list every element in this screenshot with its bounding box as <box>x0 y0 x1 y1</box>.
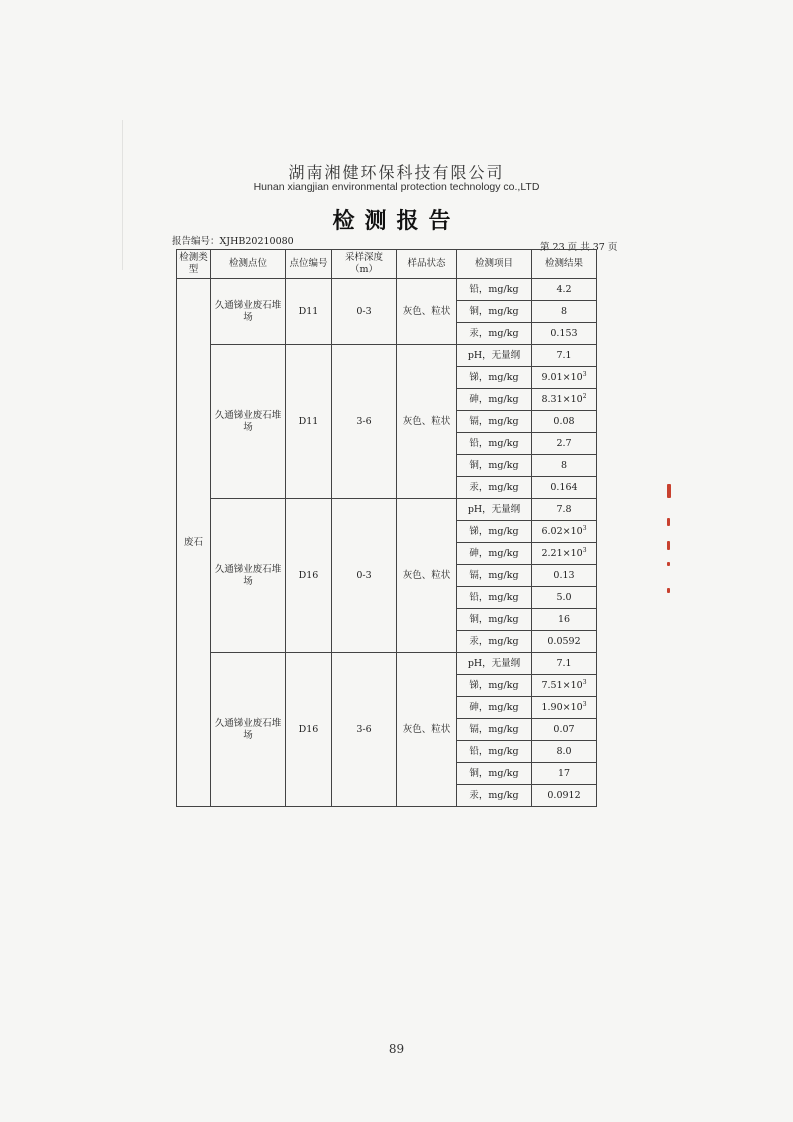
category-cell: 废石 <box>177 279 211 807</box>
result-cell: 4.2 <box>532 279 597 301</box>
result-cell: 0.164 <box>532 477 597 499</box>
state-cell: 灰色、粒状 <box>397 499 457 653</box>
code-cell: D11 <box>286 279 332 345</box>
item-cell: 铅，mg/kg <box>457 433 532 455</box>
result-cell: 0.07 <box>532 719 597 741</box>
table-row <box>177 653 597 675</box>
seal-fragment <box>667 541 670 550</box>
header-depth <box>332 250 397 279</box>
result-cell <box>532 675 597 697</box>
result-mantissa: 9.01×10 <box>541 371 583 383</box>
point-cell: 久通锑业废石堆场 <box>211 499 286 653</box>
item-cell: 汞，mg/kg <box>457 477 532 499</box>
header-depth-line1: 采样深度 <box>344 252 383 264</box>
item-cell: 铅，mg/kg <box>457 587 532 609</box>
report-title: 检测报告 <box>332 209 461 234</box>
test-results-table <box>176 249 597 807</box>
company-name-cn: 湖南湘健环保科技有限公司 <box>288 163 505 182</box>
result-cell: 8 <box>532 455 597 477</box>
item-cell: 镉，mg/kg <box>457 719 532 741</box>
result-cell: 7.1 <box>532 653 597 675</box>
item-cell: 铜，mg/kg <box>457 609 532 631</box>
result-exponent: 3 <box>582 678 587 686</box>
depth-cell: 0-3 <box>332 279 397 345</box>
report-number-value: XJHB20210080 <box>219 236 294 247</box>
result-cell: 8 <box>532 301 597 323</box>
result-cell: 0.13 <box>532 565 597 587</box>
result-cell: 7.8 <box>532 499 597 521</box>
item-cell: 铜，mg/kg <box>457 455 532 477</box>
item-cell: pH，无量纲 <box>457 499 532 521</box>
result-cell <box>532 389 597 411</box>
table-row <box>177 499 597 521</box>
item-cell: 锑，mg/kg <box>457 521 532 543</box>
item-cell: 砷，mg/kg <box>457 389 532 411</box>
result-mantissa: 1.90×10 <box>541 701 583 713</box>
state-cell: 灰色、粒状 <box>397 653 457 807</box>
depth-cell: 3-6 <box>332 653 397 807</box>
company-name-en: Hunan xiangjian environmental protection technology co.,LTD <box>253 181 540 193</box>
table-row <box>177 345 597 367</box>
item-cell: 铜，mg/kg <box>457 763 532 785</box>
item-cell: 铅，mg/kg <box>457 741 532 763</box>
result-exponent: 3 <box>582 524 587 532</box>
page-suffix: 页 <box>607 242 618 253</box>
result-exponent: 3 <box>582 370 587 378</box>
result-mantissa: 7.51×10 <box>541 679 583 691</box>
result-cell: 17 <box>532 763 597 785</box>
item-cell: 镉，mg/kg <box>457 565 532 587</box>
result-mantissa: 2.21×10 <box>541 547 583 559</box>
result-mantissa: 8.31×10 <box>541 393 583 405</box>
result-cell <box>532 543 597 565</box>
depth-cell: 3-6 <box>332 345 397 499</box>
item-cell: 锑，mg/kg <box>457 367 532 389</box>
result-cell: 16 <box>532 609 597 631</box>
page-current: 23 <box>552 242 565 253</box>
report-number <box>172 233 294 247</box>
page-total: 37 <box>592 242 605 253</box>
item-cell: pH，无量纲 <box>457 653 532 675</box>
item-cell: 砷，mg/kg <box>457 697 532 719</box>
item-cell: 砷，mg/kg <box>457 543 532 565</box>
state-cell: 灰色、粒状 <box>397 345 457 499</box>
code-cell: D16 <box>286 499 332 653</box>
code-cell: D16 <box>286 653 332 807</box>
result-cell: 8.0 <box>532 741 597 763</box>
page-mid: 页 共 <box>567 242 590 253</box>
depth-cell: 0-3 <box>332 499 397 653</box>
result-cell: 0.0592 <box>532 631 597 653</box>
item-cell: 铅，mg/kg <box>457 279 532 301</box>
result-cell: 0.153 <box>532 323 597 345</box>
result-cell <box>532 697 597 719</box>
item-cell: 镉，mg/kg <box>457 411 532 433</box>
result-cell: 0.08 <box>532 411 597 433</box>
seal-fragment <box>667 518 670 526</box>
item-cell: 汞，mg/kg <box>457 323 532 345</box>
item-cell: 锑，mg/kg <box>457 675 532 697</box>
table-row <box>177 279 597 301</box>
result-cell <box>532 521 597 543</box>
seal-fragment <box>667 484 671 498</box>
header-type: 检测类型 <box>177 250 211 279</box>
scan-margin-line <box>122 120 123 270</box>
item-cell: 汞，mg/kg <box>457 785 532 807</box>
result-cell: 0.0912 <box>532 785 597 807</box>
item-cell: 铜，mg/kg <box>457 301 532 323</box>
code-cell: D11 <box>286 345 332 499</box>
seal-fragment <box>667 562 670 566</box>
page-number: 89 <box>388 1042 405 1056</box>
state-cell: 灰色、粒状 <box>397 279 457 345</box>
result-exponent: 3 <box>582 700 587 708</box>
item-cell: 汞，mg/kg <box>457 631 532 653</box>
header-state: 样品状态 <box>397 250 457 279</box>
header-depth-line2: （m） <box>349 264 378 275</box>
result-exponent: 2 <box>582 392 587 400</box>
header-item: 检测项目 <box>457 250 532 279</box>
result-cell: 5.0 <box>532 587 597 609</box>
seal-fragment <box>667 588 670 593</box>
report-number-label: 报告编号： <box>172 236 220 247</box>
table-header-row <box>177 250 597 279</box>
item-cell: pH，无量纲 <box>457 345 532 367</box>
result-mantissa: 6.02×10 <box>541 525 583 537</box>
result-cell <box>532 367 597 389</box>
page-prefix: 第 <box>540 242 550 253</box>
point-cell: 久通锑业废石堆场 <box>211 279 286 345</box>
point-cell: 久通锑业废石堆场 <box>211 653 286 807</box>
point-cell: 久通锑业废石堆场 <box>211 345 286 499</box>
result-cell: 2.7 <box>532 433 597 455</box>
result-cell: 7.1 <box>532 345 597 367</box>
header-code: 点位编号 <box>286 250 332 279</box>
header-point: 检测点位 <box>211 250 286 279</box>
header-result: 检测结果 <box>532 250 597 279</box>
result-exponent: 3 <box>582 546 587 554</box>
